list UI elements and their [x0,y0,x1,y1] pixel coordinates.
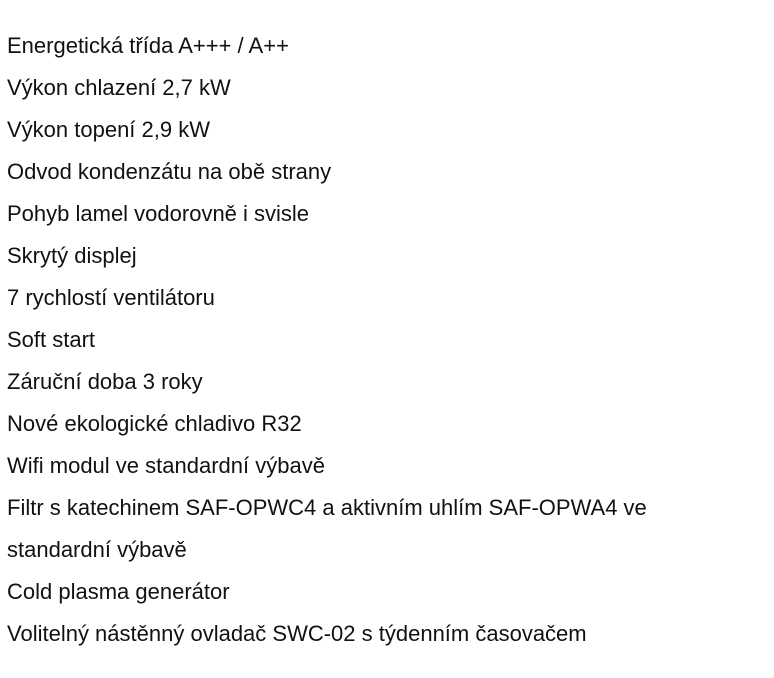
feature-hidden-display: Skrytý displej [7,243,137,268]
feature-heating-power: Výkon topení 2,9 kW [7,117,210,142]
feature-condensate-drain: Odvod kondenzátu na obě strany [7,159,332,184]
feature-wifi-module: Wifi modul ve standardní výbavě [7,453,325,478]
feature-warranty: Záruční doba 3 roky [7,369,203,394]
feature-cold-plasma: Cold plasma generátor [7,579,230,604]
feature-soft-start: Soft start [7,327,96,352]
feature-louver-movement: Pohyb lamel vodorovně i svisle [7,201,310,226]
feature-list [7,25,747,655]
feature-refrigerant: Nové ekologické chladivo R32 [7,411,302,436]
feature-fan-speeds: 7 rychlostí ventilátoru [7,285,215,310]
feature-filter: Filtr s katechinem SAF-OPWC4 a aktivním uhlím SAF-OPWA4 ve standardní výbavě [7,495,647,562]
feature-cooling-power: Výkon chlazení 2,7 kW [7,75,231,100]
feature-wall-controller: Volitelný nástěnný ovladač SWC-02 s týdenním časovačem [7,621,587,646]
feature-energy-class: Energetická třída A+++ / A++ [7,33,289,58]
